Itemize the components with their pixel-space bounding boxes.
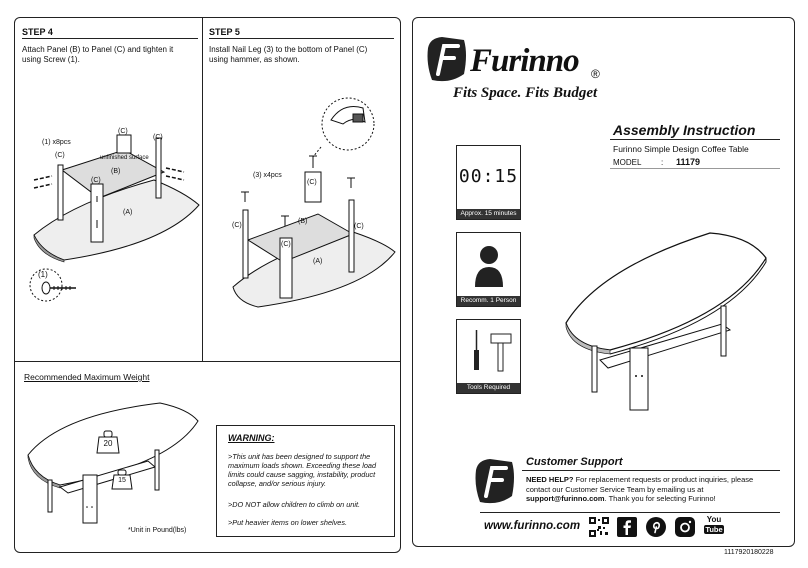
weight-unit-note: *Unit in Pound(lbs) bbox=[128, 527, 187, 534]
weight-illustration bbox=[20, 395, 210, 525]
weight-title: Recommended Maximum Weight bbox=[24, 372, 150, 382]
logo-text: Furinno bbox=[470, 43, 579, 79]
step5-label-c-right: (C) bbox=[354, 223, 364, 230]
assembly-heading: Assembly Instruction bbox=[613, 122, 756, 138]
coffee-table-illustration bbox=[560, 228, 772, 420]
person-icon-box bbox=[456, 232, 521, 307]
tagline: Fits Space. Fits Budget bbox=[453, 85, 598, 101]
step4-title-underline bbox=[22, 38, 198, 39]
support-title-rule bbox=[522, 470, 780, 471]
warning-item-3: >Put heavier items on lower shelves. bbox=[228, 518, 348, 527]
facebook-icon[interactable] bbox=[617, 517, 637, 537]
step5-label-a: (A) bbox=[313, 258, 323, 265]
warning-item-2: >DO NOT allow children to climb on unit. bbox=[228, 500, 361, 509]
step5-title-underline bbox=[209, 38, 394, 39]
model-number: 11179 bbox=[676, 157, 701, 167]
step5-text: Install Nail Leg (3) to the bottom of Panel (C) using hammer, as shown. bbox=[209, 45, 368, 64]
step5-illustration bbox=[203, 92, 400, 312]
youtube-bottom-text: Tube bbox=[705, 525, 723, 534]
shelf-weight-value: 15 bbox=[118, 477, 126, 484]
assembly-heading-rule bbox=[610, 139, 780, 140]
step4-label-a: (A) bbox=[123, 209, 133, 216]
step5-nail-qty: (3) x4pcs bbox=[253, 172, 282, 179]
youtube-top-text: You bbox=[706, 515, 722, 524]
step5-title: STEP 5 bbox=[209, 27, 240, 37]
warning-title: WARNING: bbox=[228, 433, 275, 443]
person-caption: Recomm. 1 Person bbox=[457, 296, 520, 306]
step4-label-c-front: (C) bbox=[91, 177, 101, 184]
tools-icon-box bbox=[456, 319, 521, 394]
left-horizontal-divider bbox=[14, 361, 400, 362]
warning-item-1: >This unit has been designed to support the maximum loads shown. Exceeding these load limits could cause sagging, instability, product collapse, and/or serious injury. bbox=[228, 452, 377, 488]
step4-label-c-top: (C) bbox=[118, 128, 128, 135]
support-title: Customer Support bbox=[526, 456, 623, 468]
step4-label-c-left: (C) bbox=[55, 152, 65, 159]
step4-title: STEP 4 bbox=[22, 27, 53, 37]
qr-code-icon[interactable] bbox=[589, 517, 609, 537]
model-rule bbox=[610, 168, 780, 169]
coffee-table-top bbox=[566, 233, 766, 350]
person-icon bbox=[473, 243, 505, 289]
model-separator: : bbox=[661, 158, 664, 167]
step5-label-c-front: (C) bbox=[281, 241, 291, 248]
step4-label-unfinished: unfinished surface bbox=[100, 155, 149, 161]
step4-label-c-right: (C) bbox=[153, 134, 163, 141]
hammer-detail-circle bbox=[322, 98, 374, 150]
logo-registered: ® bbox=[591, 67, 600, 81]
screwdriver-hammer-icon bbox=[465, 326, 513, 378]
support-text bbox=[526, 475, 778, 504]
step4-screw-qty: (1) x8pcs bbox=[42, 139, 71, 146]
instagram-icon[interactable] bbox=[675, 517, 695, 537]
step4-text: Attach Panel (B) to Panel (C) and tighten it using Screw (1). bbox=[22, 45, 174, 64]
website-link[interactable]: www.furinno.com bbox=[484, 520, 581, 532]
support-help-label: NEED HELP? bbox=[526, 475, 574, 484]
step5-label-c-left: (C) bbox=[232, 222, 242, 229]
document-code: 1117920180228 bbox=[724, 549, 774, 556]
step5-label-b: (B) bbox=[298, 218, 308, 225]
footer-rule bbox=[480, 512, 780, 513]
step4-label-screw-detail: (1) bbox=[38, 270, 48, 279]
model-label: MODEL bbox=[613, 158, 642, 167]
time-icon-box bbox=[456, 145, 521, 220]
pinterest-icon[interactable] bbox=[646, 517, 666, 537]
top-weight-value: 20 bbox=[103, 439, 113, 448]
support-help-text: For replacement requests or product inquiries, please contact our Customer Service Team by emailing us at bbox=[526, 475, 754, 494]
tools-caption: Tools Required bbox=[457, 383, 520, 393]
time-display: 00:15 bbox=[458, 166, 519, 187]
time-caption: Approx. 15 minutes bbox=[457, 209, 520, 219]
support-logo-icon bbox=[472, 456, 518, 510]
step5-label-c-top: (C) bbox=[307, 179, 317, 186]
furinno-logo-icon bbox=[424, 34, 468, 86]
step4-label-b: (B) bbox=[111, 168, 121, 175]
support-email-link[interactable]: support@furinno.com bbox=[526, 494, 605, 503]
youtube-icon[interactable] bbox=[704, 515, 724, 534]
support-thanks: . Thank you for selecting Furinno! bbox=[604, 494, 716, 503]
product-name: Furinno Simple Design Coffee Table bbox=[613, 144, 749, 154]
